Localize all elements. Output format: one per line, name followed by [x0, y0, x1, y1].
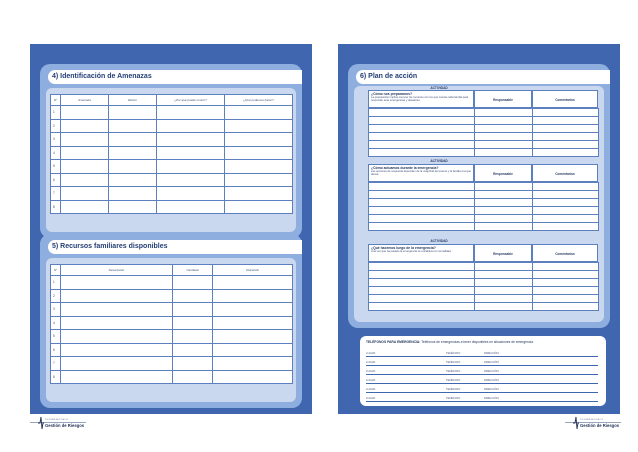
threats-header-what: ¿Qué podemos hacer? [225, 95, 293, 106]
table-cell[interactable] [533, 141, 599, 149]
phone-number-label: TEFÉFONO: [446, 352, 461, 355]
table-cell[interactable] [225, 119, 293, 133]
resources-header-num: N° [51, 265, 61, 276]
table-row [369, 263, 599, 271]
resources-card [40, 234, 302, 408]
pulse-logo-icon [38, 416, 44, 430]
table-cell[interactable] [109, 146, 157, 160]
table-cell[interactable] [369, 295, 475, 303]
table-cell[interactable] [369, 271, 475, 279]
table-row [369, 207, 599, 215]
table-cell[interactable] [157, 133, 225, 147]
table-cell[interactable] [157, 173, 225, 187]
resources-header-quantity: Cantidad [173, 265, 213, 276]
row-number: 5 [51, 330, 61, 344]
table-cell[interactable] [213, 330, 293, 344]
row-number: 1 [51, 276, 61, 290]
row-number: 6 [51, 173, 61, 187]
phone-address-label: DIRECCIÓN: [484, 370, 500, 373]
table-cell[interactable] [173, 289, 213, 303]
table-cell[interactable] [533, 279, 599, 287]
resources-header-location: Ubicación [213, 265, 293, 276]
table-cell[interactable] [475, 191, 533, 199]
table-row [51, 160, 293, 174]
emergency-phones-title-rest: Teléfonos de emergencias a tener disponibles en situaciones de emergencia [420, 340, 534, 344]
left-page [30, 44, 312, 414]
table-cell[interactable] [369, 303, 475, 311]
table-row [369, 199, 599, 207]
resources-title: 5) Recursos familiares disponibles [48, 240, 302, 254]
table-row [369, 215, 599, 223]
table-cell[interactable] [109, 119, 157, 133]
table-cell[interactable] [157, 106, 225, 120]
table-row [369, 149, 599, 157]
table-cell[interactable] [533, 303, 599, 311]
phone-row[interactable] [366, 384, 598, 393]
table-row [369, 287, 599, 295]
table-cell[interactable] [109, 187, 157, 201]
activity-label: ACTIVIDAD [430, 159, 448, 163]
table-cell[interactable] [173, 330, 213, 344]
table-row [369, 191, 599, 199]
table-cell[interactable] [533, 287, 599, 295]
threats-card [40, 64, 302, 238]
activity-question: ¿Qué hacemos luego de la emergencia? [371, 246, 436, 250]
table-cell[interactable] [533, 149, 599, 157]
phone-row[interactable] [366, 393, 598, 402]
table-cell[interactable] [475, 141, 533, 149]
activity-question: ¿Cómo actuamos durante la emergencia? [371, 166, 439, 170]
threats-table [50, 94, 293, 214]
table-cell[interactable] [213, 289, 293, 303]
table-cell[interactable] [475, 287, 533, 295]
table-cell[interactable] [61, 106, 109, 120]
row-number: 2 [51, 119, 61, 133]
table-cell[interactable] [61, 330, 173, 344]
phone-address-label: DIRECCIÓN: [484, 352, 500, 355]
table-cell[interactable] [369, 223, 475, 231]
table-cell[interactable] [533, 263, 599, 271]
table-row [51, 106, 293, 120]
table-cell[interactable] [475, 199, 533, 207]
table-row [369, 117, 599, 125]
table-row [51, 173, 293, 187]
table-cell[interactable] [213, 276, 293, 290]
table-cell[interactable] [225, 146, 293, 160]
row-number: 5 [51, 160, 61, 174]
resources-header-description: Descripción [61, 265, 173, 276]
row-number: 7 [51, 357, 61, 371]
table-cell[interactable] [213, 303, 293, 317]
comentarios-header: Comentarios [532, 164, 598, 182]
table-cell[interactable] [369, 133, 475, 141]
table-cell[interactable] [213, 357, 293, 371]
responsable-header: Responsable [474, 244, 532, 262]
table-row [369, 133, 599, 141]
table-cell[interactable] [475, 271, 533, 279]
table-cell[interactable] [475, 183, 533, 191]
table-cell[interactable] [369, 141, 475, 149]
table-cell[interactable] [225, 173, 293, 187]
table-cell[interactable] [61, 357, 173, 371]
table-cell[interactable] [173, 303, 213, 317]
table-cell[interactable] [533, 295, 599, 303]
table-cell[interactable] [61, 200, 109, 214]
table-cell[interactable] [157, 119, 225, 133]
table-cell[interactable] [173, 316, 213, 330]
table-cell[interactable] [157, 187, 225, 201]
action-plan-title: 6) Plan de acción [356, 70, 610, 84]
phone-address-label: DIRECCIÓN: [484, 397, 500, 400]
table-cell[interactable] [213, 343, 293, 357]
table-cell[interactable] [157, 146, 225, 160]
action-plan-card [348, 64, 610, 328]
row-number: 8 [51, 200, 61, 214]
table-cell[interactable] [173, 370, 213, 384]
activity-description: La preparación implica conocer los recursos con los que cuenta cada familia para responder ante emergencias y desastres. [371, 96, 469, 103]
table-cell[interactable] [61, 160, 109, 174]
phone-address-label: DIRECCIÓN: [484, 388, 500, 391]
table-row [369, 141, 599, 149]
logo-brand: Gestión de Riesgos [45, 423, 85, 428]
threats-header-why: ¿Por qué puede ocurrir? [157, 95, 225, 106]
responsable-header: Responsable [474, 90, 532, 108]
table-cell[interactable] [225, 133, 293, 147]
table-cell[interactable] [369, 199, 475, 207]
table-cell[interactable] [61, 119, 109, 133]
table-cell[interactable] [109, 173, 157, 187]
threats-header-num: N° [51, 95, 61, 106]
activity-label: ACTIVIDAD [430, 86, 448, 90]
logo-small-text: PROGRAMA NACIONAL DE [45, 419, 68, 421]
table-cell[interactable] [173, 343, 213, 357]
table-cell[interactable] [533, 183, 599, 191]
row-number: 4 [51, 146, 61, 160]
table-cell[interactable] [61, 146, 109, 160]
right-page [338, 44, 620, 414]
activity-question-box [368, 90, 474, 108]
table-row [369, 279, 599, 287]
phone-place-label: LUGAR: [366, 388, 376, 391]
table-cell[interactable] [61, 173, 109, 187]
threats-header-efecto: Efecto [109, 95, 157, 106]
table-cell[interactable] [533, 133, 599, 141]
table-cell[interactable] [475, 149, 533, 157]
table-cell[interactable] [225, 200, 293, 214]
table-cell[interactable] [369, 215, 475, 223]
row-number: 3 [51, 133, 61, 147]
activity-description: Las acciones de respuesta dependen de la magnitud del evento y la familia a la que afecte. [371, 170, 471, 177]
phone-place-label: LUGAR: [366, 397, 376, 400]
table-cell[interactable] [61, 303, 173, 317]
table-cell[interactable] [533, 191, 599, 199]
table-row [51, 303, 293, 317]
table-cell[interactable] [533, 109, 599, 117]
table-cell[interactable] [369, 287, 475, 295]
table-cell[interactable] [173, 276, 213, 290]
table-cell[interactable] [475, 133, 533, 141]
row-number: 3 [51, 303, 61, 317]
logo-brand: Gestión de Riesgos [580, 423, 620, 428]
phone-number-label: TEFÉFONO: [446, 361, 461, 364]
table-row [369, 109, 599, 117]
activity-table [368, 262, 599, 311]
table-cell[interactable] [533, 199, 599, 207]
table-cell[interactable] [369, 109, 475, 117]
table-cell[interactable] [475, 263, 533, 271]
table-cell[interactable] [369, 279, 475, 287]
logo-small-text: PROGRAMA NACIONAL DE [580, 419, 603, 421]
emergency-phones-title-bold: TELÉFONOS PARA EMERGENCIA: [366, 340, 421, 344]
threats-header-amenaza: Amenaza [61, 95, 109, 106]
table-cell[interactable] [475, 279, 533, 287]
table-row [369, 183, 599, 191]
phone-place-label: LUGAR: [366, 370, 376, 373]
table-cell[interactable] [61, 276, 173, 290]
table-cell[interactable] [533, 215, 599, 223]
table-row [51, 316, 293, 330]
table-row [51, 200, 293, 214]
pulse-logo-icon [573, 416, 579, 430]
emergency-phones-card [360, 336, 606, 406]
phone-address-label: DIRECCIÓN: [484, 361, 500, 364]
table-cell[interactable] [225, 187, 293, 201]
table-cell[interactable] [475, 215, 533, 223]
table-row [51, 370, 293, 384]
row-number: 1 [51, 106, 61, 120]
table-cell[interactable] [109, 106, 157, 120]
logo-left [30, 416, 90, 430]
table-cell[interactable] [109, 200, 157, 214]
table-row [51, 357, 293, 371]
table-cell[interactable] [369, 117, 475, 125]
table-row [51, 119, 293, 133]
activity-question-box [368, 164, 474, 182]
table-cell[interactable] [475, 117, 533, 125]
phone-row[interactable] [366, 375, 598, 384]
table-cell[interactable] [369, 149, 475, 157]
table-cell[interactable] [475, 125, 533, 133]
activity-table [368, 182, 599, 231]
table-row [369, 223, 599, 231]
phone-row[interactable] [366, 366, 598, 375]
comentarios-header: Comentarios [532, 244, 598, 262]
table-cell[interactable] [61, 343, 173, 357]
table-row [51, 133, 293, 147]
table-cell[interactable] [225, 160, 293, 174]
table-row [369, 295, 599, 303]
table-cell[interactable] [533, 271, 599, 279]
row-number: 4 [51, 316, 61, 330]
activity-question: ¿Cómo nos preparamos? [371, 92, 413, 96]
table-row [369, 271, 599, 279]
table-cell[interactable] [109, 133, 157, 147]
table-cell[interactable] [475, 303, 533, 311]
table-row [51, 330, 293, 344]
table-cell[interactable] [475, 295, 533, 303]
activity-description: Una vez que ha pasado la emergencia se restablece la normalidad. [371, 250, 452, 253]
table-row [369, 303, 599, 311]
phone-number-label: TEFÉFONO: [446, 388, 461, 391]
table-cell[interactable] [109, 160, 157, 174]
table-cell[interactable] [173, 357, 213, 371]
comentarios-header: Comentarios [532, 90, 598, 108]
row-number: 8 [51, 370, 61, 384]
row-number: 7 [51, 187, 61, 201]
phone-number-label: TEFÉFONO: [446, 379, 461, 382]
responsable-header: Responsable [474, 164, 532, 182]
table-cell[interactable] [369, 191, 475, 199]
table-row [369, 125, 599, 133]
table-cell[interactable] [61, 187, 109, 201]
table-row [51, 146, 293, 160]
table-cell[interactable] [157, 160, 225, 174]
table-cell[interactable] [533, 207, 599, 215]
phone-row[interactable] [366, 357, 598, 366]
threats-title: 4) Identificación de Amenazas [48, 70, 302, 84]
row-number: 2 [51, 289, 61, 303]
row-number: 6 [51, 343, 61, 357]
table-cell[interactable] [61, 133, 109, 147]
table-cell[interactable] [475, 207, 533, 215]
activity-label: ACTIVIDAD [430, 239, 448, 243]
table-cell[interactable] [61, 289, 173, 303]
table-cell[interactable] [225, 106, 293, 120]
table-row [51, 343, 293, 357]
emergency-phones-title [366, 340, 533, 344]
phone-row[interactable] [366, 348, 598, 357]
activity-question-box [368, 244, 474, 262]
table-cell[interactable] [61, 370, 173, 384]
table-row [51, 289, 293, 303]
table-cell[interactable] [533, 117, 599, 125]
table-cell[interactable] [369, 125, 475, 133]
logo-right [565, 416, 625, 430]
table-cell[interactable] [369, 207, 475, 215]
phone-number-label: TEFÉFONO: [446, 397, 461, 400]
table-cell[interactable] [533, 125, 599, 133]
table-cell[interactable] [61, 316, 173, 330]
resources-table [50, 264, 293, 384]
phone-number-label: TEFÉFONO: [446, 370, 461, 373]
table-cell[interactable] [369, 183, 475, 191]
activity-table [368, 108, 599, 157]
phone-place-label: LUGAR: [366, 361, 376, 364]
table-cell[interactable] [157, 200, 225, 214]
table-cell[interactable] [213, 370, 293, 384]
phone-address-label: DIRECCIÓN: [484, 379, 500, 382]
phone-place-label: LUGAR: [366, 379, 376, 382]
table-cell[interactable] [475, 109, 533, 117]
table-cell[interactable] [475, 223, 533, 231]
table-cell[interactable] [533, 223, 599, 231]
table-cell[interactable] [213, 316, 293, 330]
phone-place-label: LUGAR: [366, 352, 376, 355]
table-cell[interactable] [369, 263, 475, 271]
table-row [51, 276, 293, 290]
table-row [51, 187, 293, 201]
